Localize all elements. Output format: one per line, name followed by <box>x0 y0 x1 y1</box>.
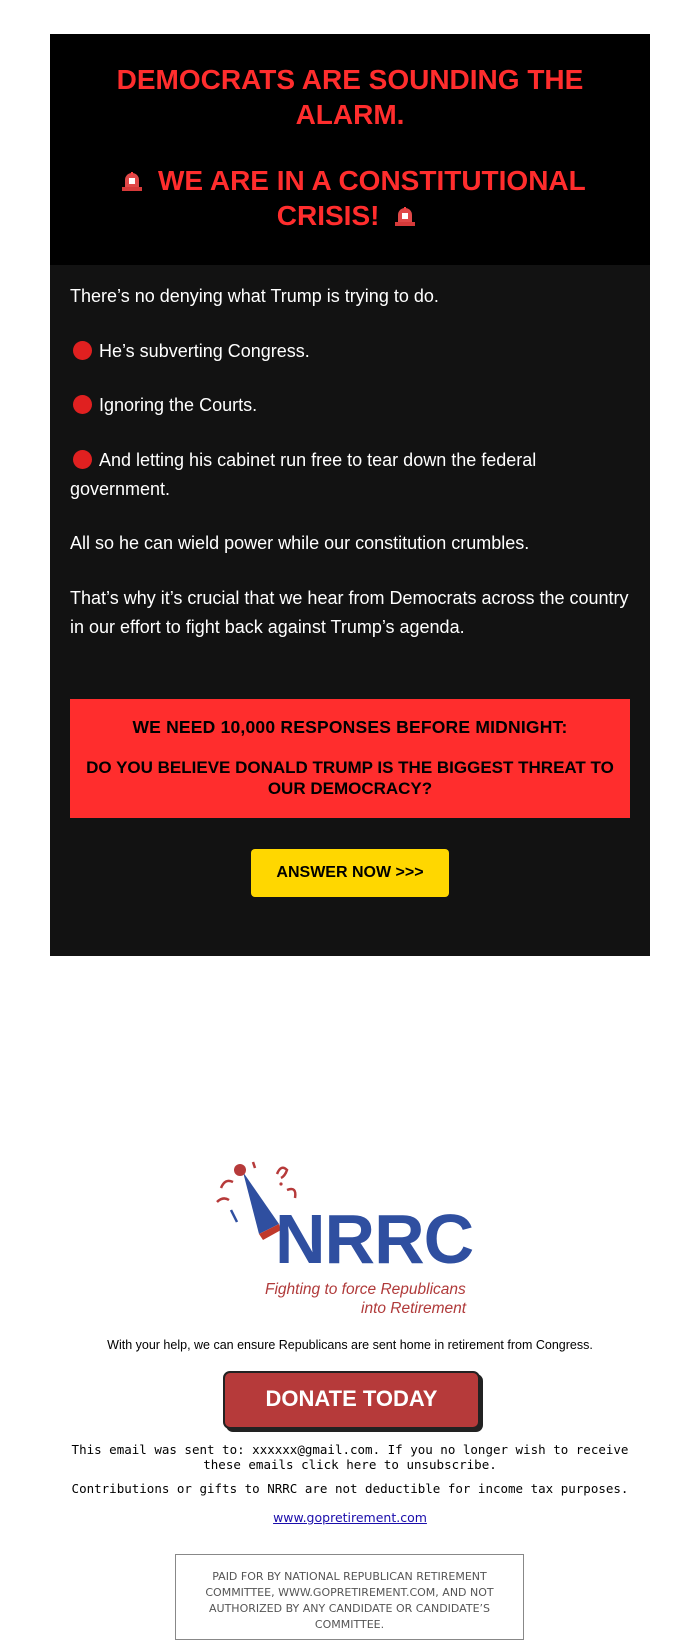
logo-tagline: into Retirement <box>361 1300 467 1317</box>
paid-for-text: PAID FOR BY NATIONAL REPUBLICAN RETIREMENT COMMITTEE, WWW.GOPRETIREMENT.COM, AND NOT AUTHORIZED BY ANY CANDIDATE OR CANDIDATE’S COMMITTEE. <box>205 1570 494 1631</box>
answer-now-button[interactable]: ANSWER NOW >>> <box>251 849 449 897</box>
tax-note: Contributions or gifts to NRRC are not deductible for income tax purposes. <box>71 1481 629 1496</box>
body-paragraph: All so he can wield power while our constitution crumbles. <box>70 533 530 553</box>
red-circle-icon <box>73 341 92 360</box>
list-item <box>70 391 635 420</box>
website-link-wrapper <box>50 1509 650 1527</box>
paid-for-disclaimer <box>175 1554 524 1640</box>
red-circle-icon <box>73 450 92 469</box>
red-circle-icon <box>73 395 92 414</box>
help-text: With your help, we can ensure Republicans are sent home in retirement from Congress. <box>107 1338 593 1352</box>
intro-text: There’s no denying what Trump is trying to do. <box>70 286 439 306</box>
website-link[interactable]: www.gopretirement.com <box>273 1510 427 1525</box>
body-paragraph: That’s why it’s crucial that we hear from Democrats across the country in our effort to fight back against Trump’s agenda. <box>70 588 629 637</box>
police-siren-icon <box>393 205 417 227</box>
bullet-text: And letting his cabinet run free to tear down the federal government. <box>70 450 537 499</box>
headline-primary: DEMOCRATS ARE SOUNDING THE ALARM. <box>116 64 584 130</box>
email-card <box>50 34 650 956</box>
bullet-text: Ignoring the Courts. <box>99 395 258 415</box>
callout-heading: WE NEED 10,000 RESPONSES BEFORE MIDNIGHT: <box>132 717 568 737</box>
list-item <box>70 337 635 366</box>
nrrc-logo <box>215 1160 485 1330</box>
callout-box <box>70 699 630 818</box>
list-item <box>70 446 635 504</box>
unsubscribe-notice[interactable]: This email was sent to: xxxxxx@gmail.com. If you no longer wish to receive these emails click here to unsubscribe. <box>71 1442 629 1472</box>
logo-wordmark: NRRC <box>275 1200 474 1278</box>
alarm-header <box>50 34 650 265</box>
headline-secondary-text: WE ARE IN A CONSTITUTIONAL CRISIS! <box>158 165 586 231</box>
callout-question: DO YOU BELIEVE DONALD TRUMP IS THE BIGGEST THREAT TO OUR DEMOCRACY? <box>86 758 614 798</box>
headline-secondary <box>70 163 630 233</box>
police-siren-icon <box>120 170 144 192</box>
logo-tagline: Fighting to force Republicans <box>265 1281 466 1298</box>
bullet-text: He’s subverting Congress. <box>99 341 310 361</box>
donate-today-button[interactable]: DONATE TODAY <box>223 1371 480 1429</box>
